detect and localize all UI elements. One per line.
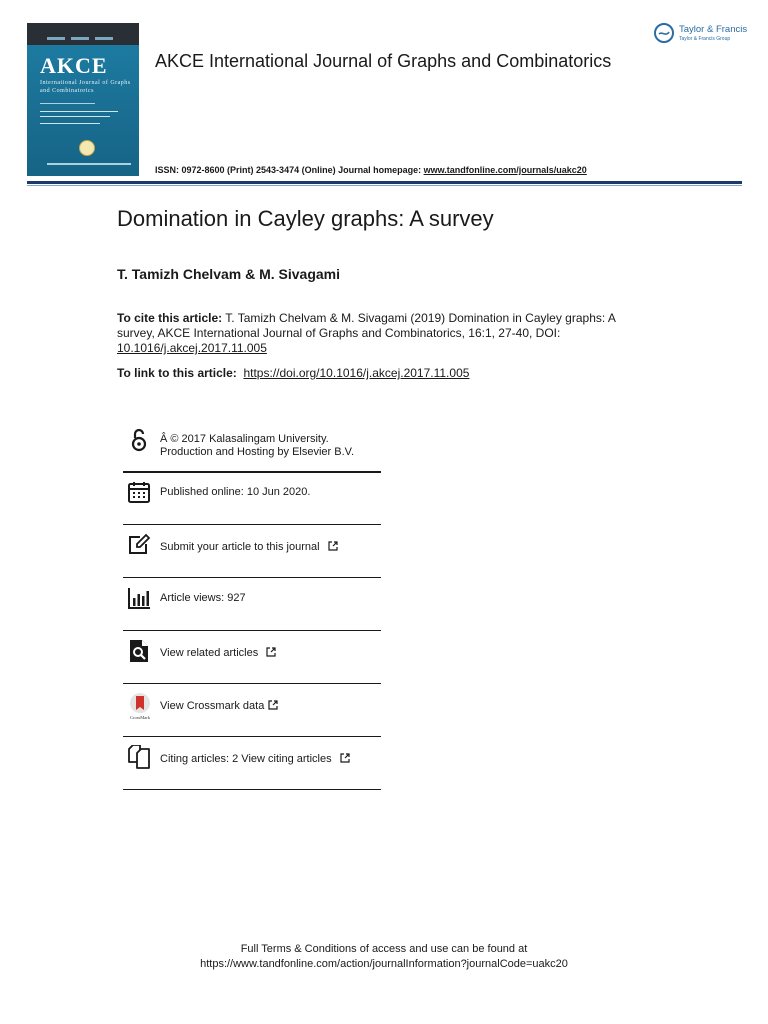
- crossmark-icon: [127, 692, 153, 720]
- article-title: Domination in Cayley graphs: A survey: [117, 206, 494, 231]
- publisher-name: Taylor & Francis: [679, 24, 748, 35]
- cover-seal-icon: [79, 140, 95, 156]
- license-line-2: Production and Hosting by Elsevier B.V.: [160, 446, 355, 458]
- published-text: Published online: 10 Jun 2020.: [160, 486, 311, 498]
- external-link-icon: [340, 753, 350, 763]
- journal-homepage-link[interactable]: www.tandfonline.com/journals/uakc20: [423, 165, 587, 175]
- cite-label: To cite this article:: [117, 311, 223, 325]
- issn-text: ISSN: 0972-8600 (Print) 2543-3474 (Online) Journal homepage:: [155, 165, 422, 175]
- cover-title: AKCE: [40, 53, 108, 78]
- related-articles-link[interactable]: [123, 639, 381, 669]
- issn-line: [155, 165, 587, 175]
- open-access-icon: [127, 428, 151, 452]
- separator: [123, 524, 381, 525]
- crossmark-text: [160, 700, 278, 713]
- submit-text: [160, 541, 338, 554]
- footer-line-1: Full Terms & Conditions of access and use can be found at: [240, 943, 528, 955]
- separator: [123, 630, 381, 631]
- publisher-group: Taylor & Francis Group: [679, 36, 731, 42]
- crossmark-label: View Crossmark data: [160, 700, 265, 712]
- citation-block: [117, 311, 642, 356]
- cover-subtitle: International Journal of Graphs and Combinatorics: [40, 80, 131, 94]
- link-label: To link to this article:: [117, 366, 237, 380]
- cover-text-line: [40, 123, 100, 124]
- calendar-icon: [127, 480, 151, 504]
- related-text: [160, 647, 276, 660]
- external-link-icon: [268, 700, 278, 710]
- publisher-logo[interactable]: [654, 21, 754, 49]
- journal-cover-image: [27, 23, 139, 176]
- footer-terms-link[interactable]: https://www.tandfonline.com/action/journalInformation?journalCode=uakc20: [200, 958, 568, 970]
- cover-footer-band: [47, 163, 131, 165]
- crossmark-logo-text: CrossMark: [130, 715, 150, 720]
- terms-footer: [0, 942, 768, 972]
- edit-icon: [127, 533, 151, 557]
- license-item: [123, 428, 381, 468]
- article-views-text: Article views: 927: [160, 592, 246, 604]
- separator: [123, 471, 381, 473]
- article-authors: T. Tamizh Chelvam & M. Sivagami: [117, 266, 341, 282]
- citing-text: [160, 753, 350, 766]
- submit-article-link[interactable]: [123, 533, 381, 563]
- cite-text: T. Tamizh Chelvam & M. Sivagami (2019) Domination in Cayley graphs: A survey, AKCE International Journal of Graphs and Combinatorics, 16:1, 27-40, DOI:: [117, 311, 616, 340]
- separator: [123, 577, 381, 578]
- cover-text-line: [40, 116, 110, 117]
- related-label: View related articles: [160, 647, 259, 659]
- cover-divider: [40, 103, 95, 104]
- citing-articles-link[interactable]: [123, 745, 381, 775]
- external-link-icon: [328, 541, 338, 551]
- article-views-item: [123, 586, 381, 616]
- citing-documents-icon: [127, 745, 151, 769]
- article-link-line: [117, 366, 469, 380]
- journal-title: AKCE International Journal of Graphs and Combinatorics: [155, 51, 612, 71]
- article-doi-link[interactable]: https://doi.org/10.1016/j.akcej.2017.11.005: [243, 366, 470, 380]
- cite-doi-link[interactable]: 10.1016/j.akcej.2017.11.005: [117, 341, 267, 355]
- license-text: [160, 433, 354, 459]
- header-rule-thin: [27, 185, 742, 186]
- crossmark-link[interactable]: [123, 692, 381, 722]
- license-line-1: Â © 2017 Kalasalingam University.: [160, 433, 329, 445]
- cover-top-band: [27, 23, 139, 45]
- citing-label: Citing articles: 2 View citing articles: [160, 753, 332, 765]
- separator: [123, 683, 381, 684]
- published-item: [123, 480, 381, 510]
- document-search-icon: [127, 639, 151, 663]
- taylor-francis-icon: [654, 23, 674, 43]
- cover-text-line: [40, 111, 118, 112]
- external-link-icon: [266, 647, 276, 657]
- bar-chart-icon: [127, 586, 151, 610]
- header-rule: [27, 181, 742, 184]
- separator: [123, 789, 381, 790]
- submit-label: Submit your article to this journal: [160, 541, 320, 553]
- separator: [123, 736, 381, 737]
